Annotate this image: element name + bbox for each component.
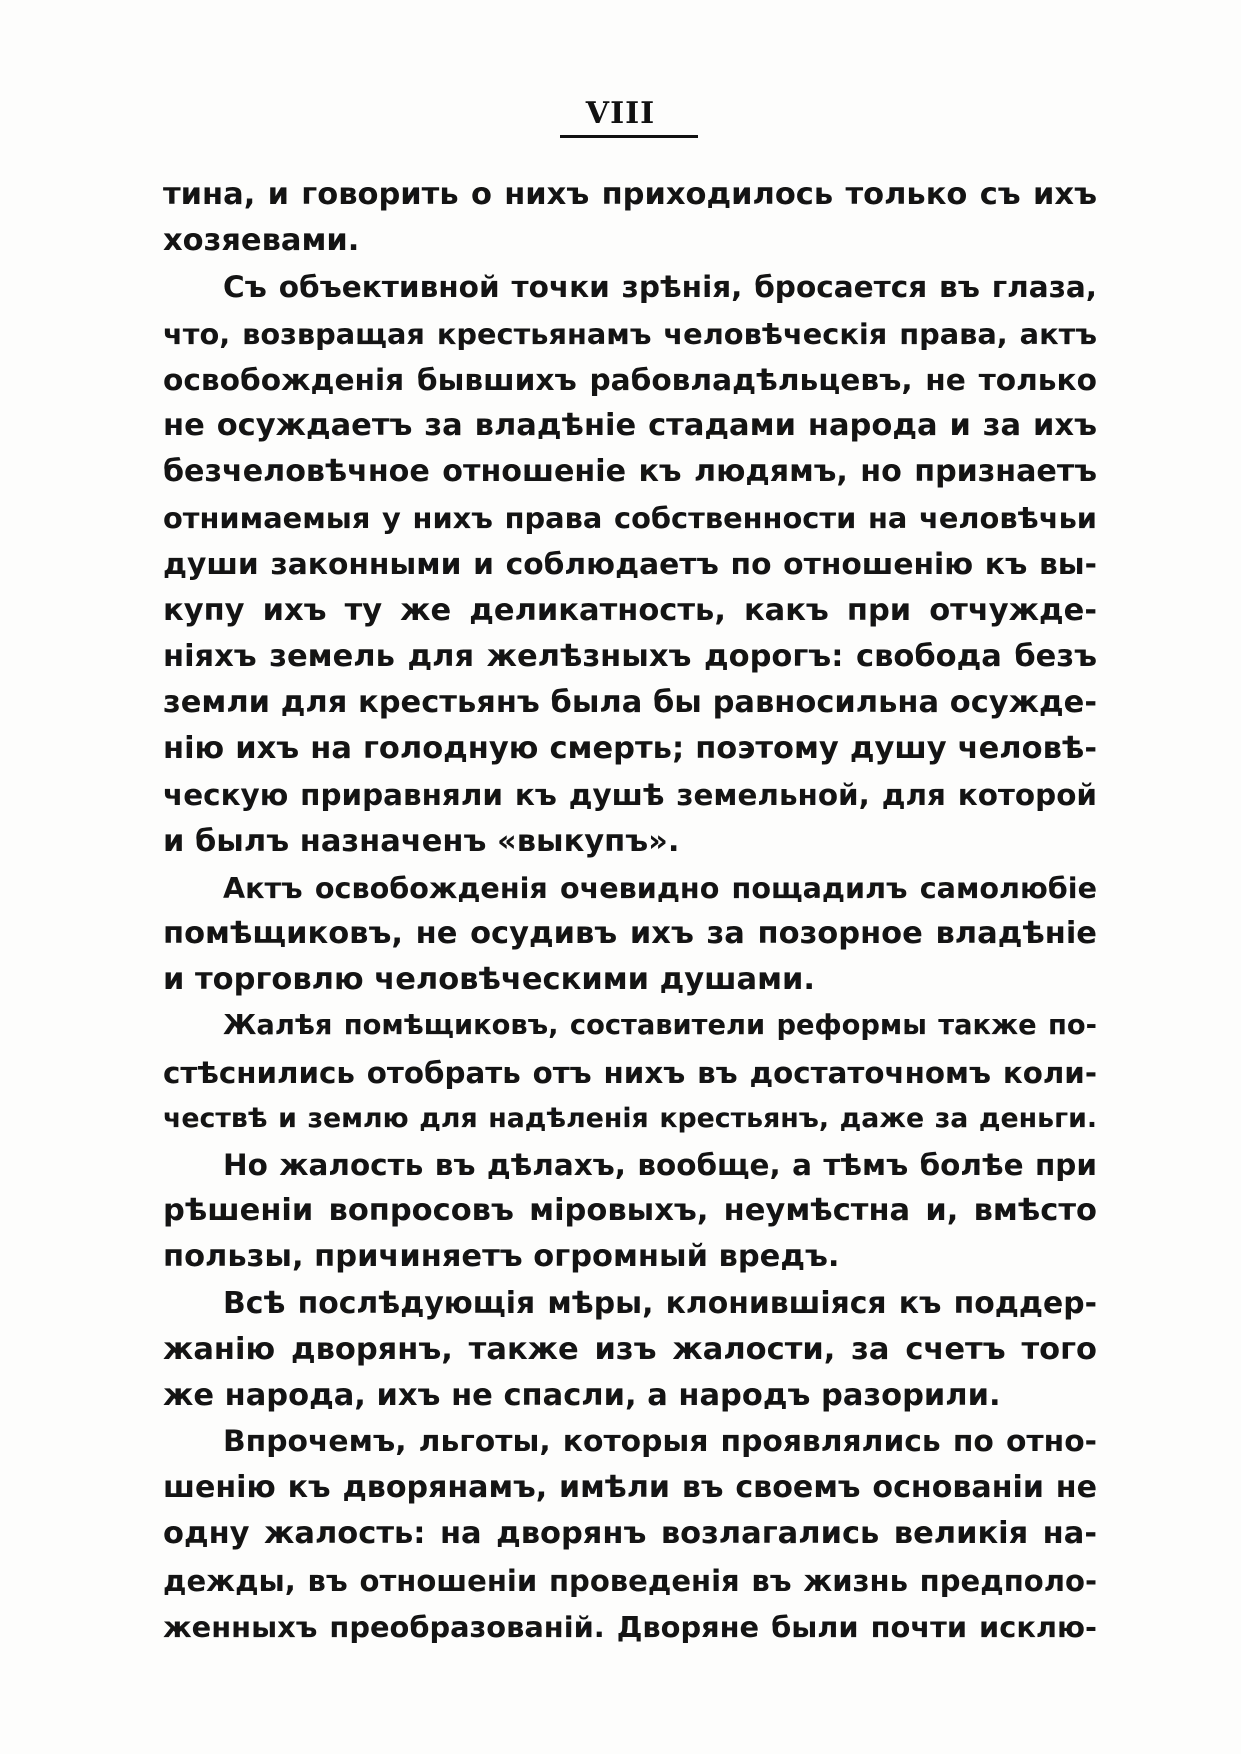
- text-line: тина, и говорить о нихъ приходилось только съ ихъ: [163, 177, 1097, 212]
- text-line: помѣщиковъ, не осудивъ ихъ за позорное владѣніе: [163, 916, 1097, 951]
- text-line: Жалѣя помѣщиковъ, составители реформы также по-: [223, 1010, 1097, 1042]
- text-line: нію ихъ на голодную смерть; поэтому душу человѣ-: [163, 731, 1097, 767]
- text-line: дежды, въ отношеніи проведенія въ жизнь предполо-: [163, 1563, 1097, 1598]
- page-header: [0, 96, 1241, 131]
- text-line: Актъ освобожденія очевидно пощадилъ самолюбіе: [223, 870, 1097, 905]
- text-line: ніяхъ земель для желѣзныхъ дорогъ: свобода безъ: [163, 638, 1097, 674]
- header-rule: [560, 135, 698, 138]
- text-line: освобожденія бывшихъ рабовладѣльцевъ, не только: [163, 361, 1097, 397]
- page-number: VIII: [585, 96, 656, 131]
- text-line: Всѣ послѣдующія мѣры, клонившіяся къ поддер-: [223, 1285, 1097, 1321]
- text-line: безчеловѣчное отношеніе къ людямъ, но признаетъ: [163, 454, 1097, 490]
- text-line: стѣснились отобрать отъ нихъ въ достаточномъ коли-: [163, 1055, 1097, 1090]
- text-line: чествѣ и землю для надѣленія крестьянъ, даже за деньги.: [163, 1102, 1097, 1134]
- text-line: земли для крестьянъ была бы равносильна осужде-: [163, 685, 1097, 721]
- text-line: Но жалость въ дѣлахъ, вообще, а тѣмъ болѣе при: [223, 1147, 1097, 1182]
- text-line: рѣшеніи вопросовъ міровыхъ, неумѣстна и, вмѣсто: [163, 1193, 1097, 1229]
- text-line: Съ объективной точки зрѣнія, бросается въ глаза,: [223, 270, 1097, 305]
- body-text: [163, 172, 1097, 1650]
- text-line: же народа, ихъ не спасли, а народъ разорили.: [163, 1377, 1001, 1413]
- text-line: Впрочемъ, льготы, которыя проявлялись по отно-: [223, 1424, 1097, 1460]
- text-line: и былъ назначенъ «выкупъ».: [163, 823, 680, 859]
- text-line: жанію дворянъ, также изъ жалости, за счетъ того: [163, 1331, 1097, 1367]
- text-line: купу ихъ ту же деликатность, какъ при отчужде-: [163, 592, 1097, 628]
- text-line: шенію къ дворянамъ, имѣли въ своемъ основаніи не: [163, 1470, 1097, 1506]
- text-line: одну жалость: на дворянъ возлагались великія на-: [163, 1516, 1097, 1552]
- text-line: ческую приравняли къ душѣ земельной, для которой: [163, 778, 1097, 813]
- text-line: что, возвращая крестьянамъ человѣческія права, актъ: [163, 316, 1097, 351]
- text-line: и торговлю человѣческими душами.: [163, 962, 815, 998]
- text-line: отнимаемыя у нихъ права собственности на человѣчьи: [163, 501, 1097, 536]
- text-line: хозяевами.: [163, 223, 360, 259]
- text-line: пользы, причиняетъ огромный вредъ.: [163, 1239, 840, 1275]
- text-line: не осуждаетъ за владѣніе стадами народа и за ихъ: [163, 407, 1097, 443]
- text-line: души законными и соблюдаетъ по отношенію къ вы-: [163, 546, 1097, 582]
- text-line: женныхъ преобразованій. Дворяне были почти исклю-: [163, 1609, 1097, 1644]
